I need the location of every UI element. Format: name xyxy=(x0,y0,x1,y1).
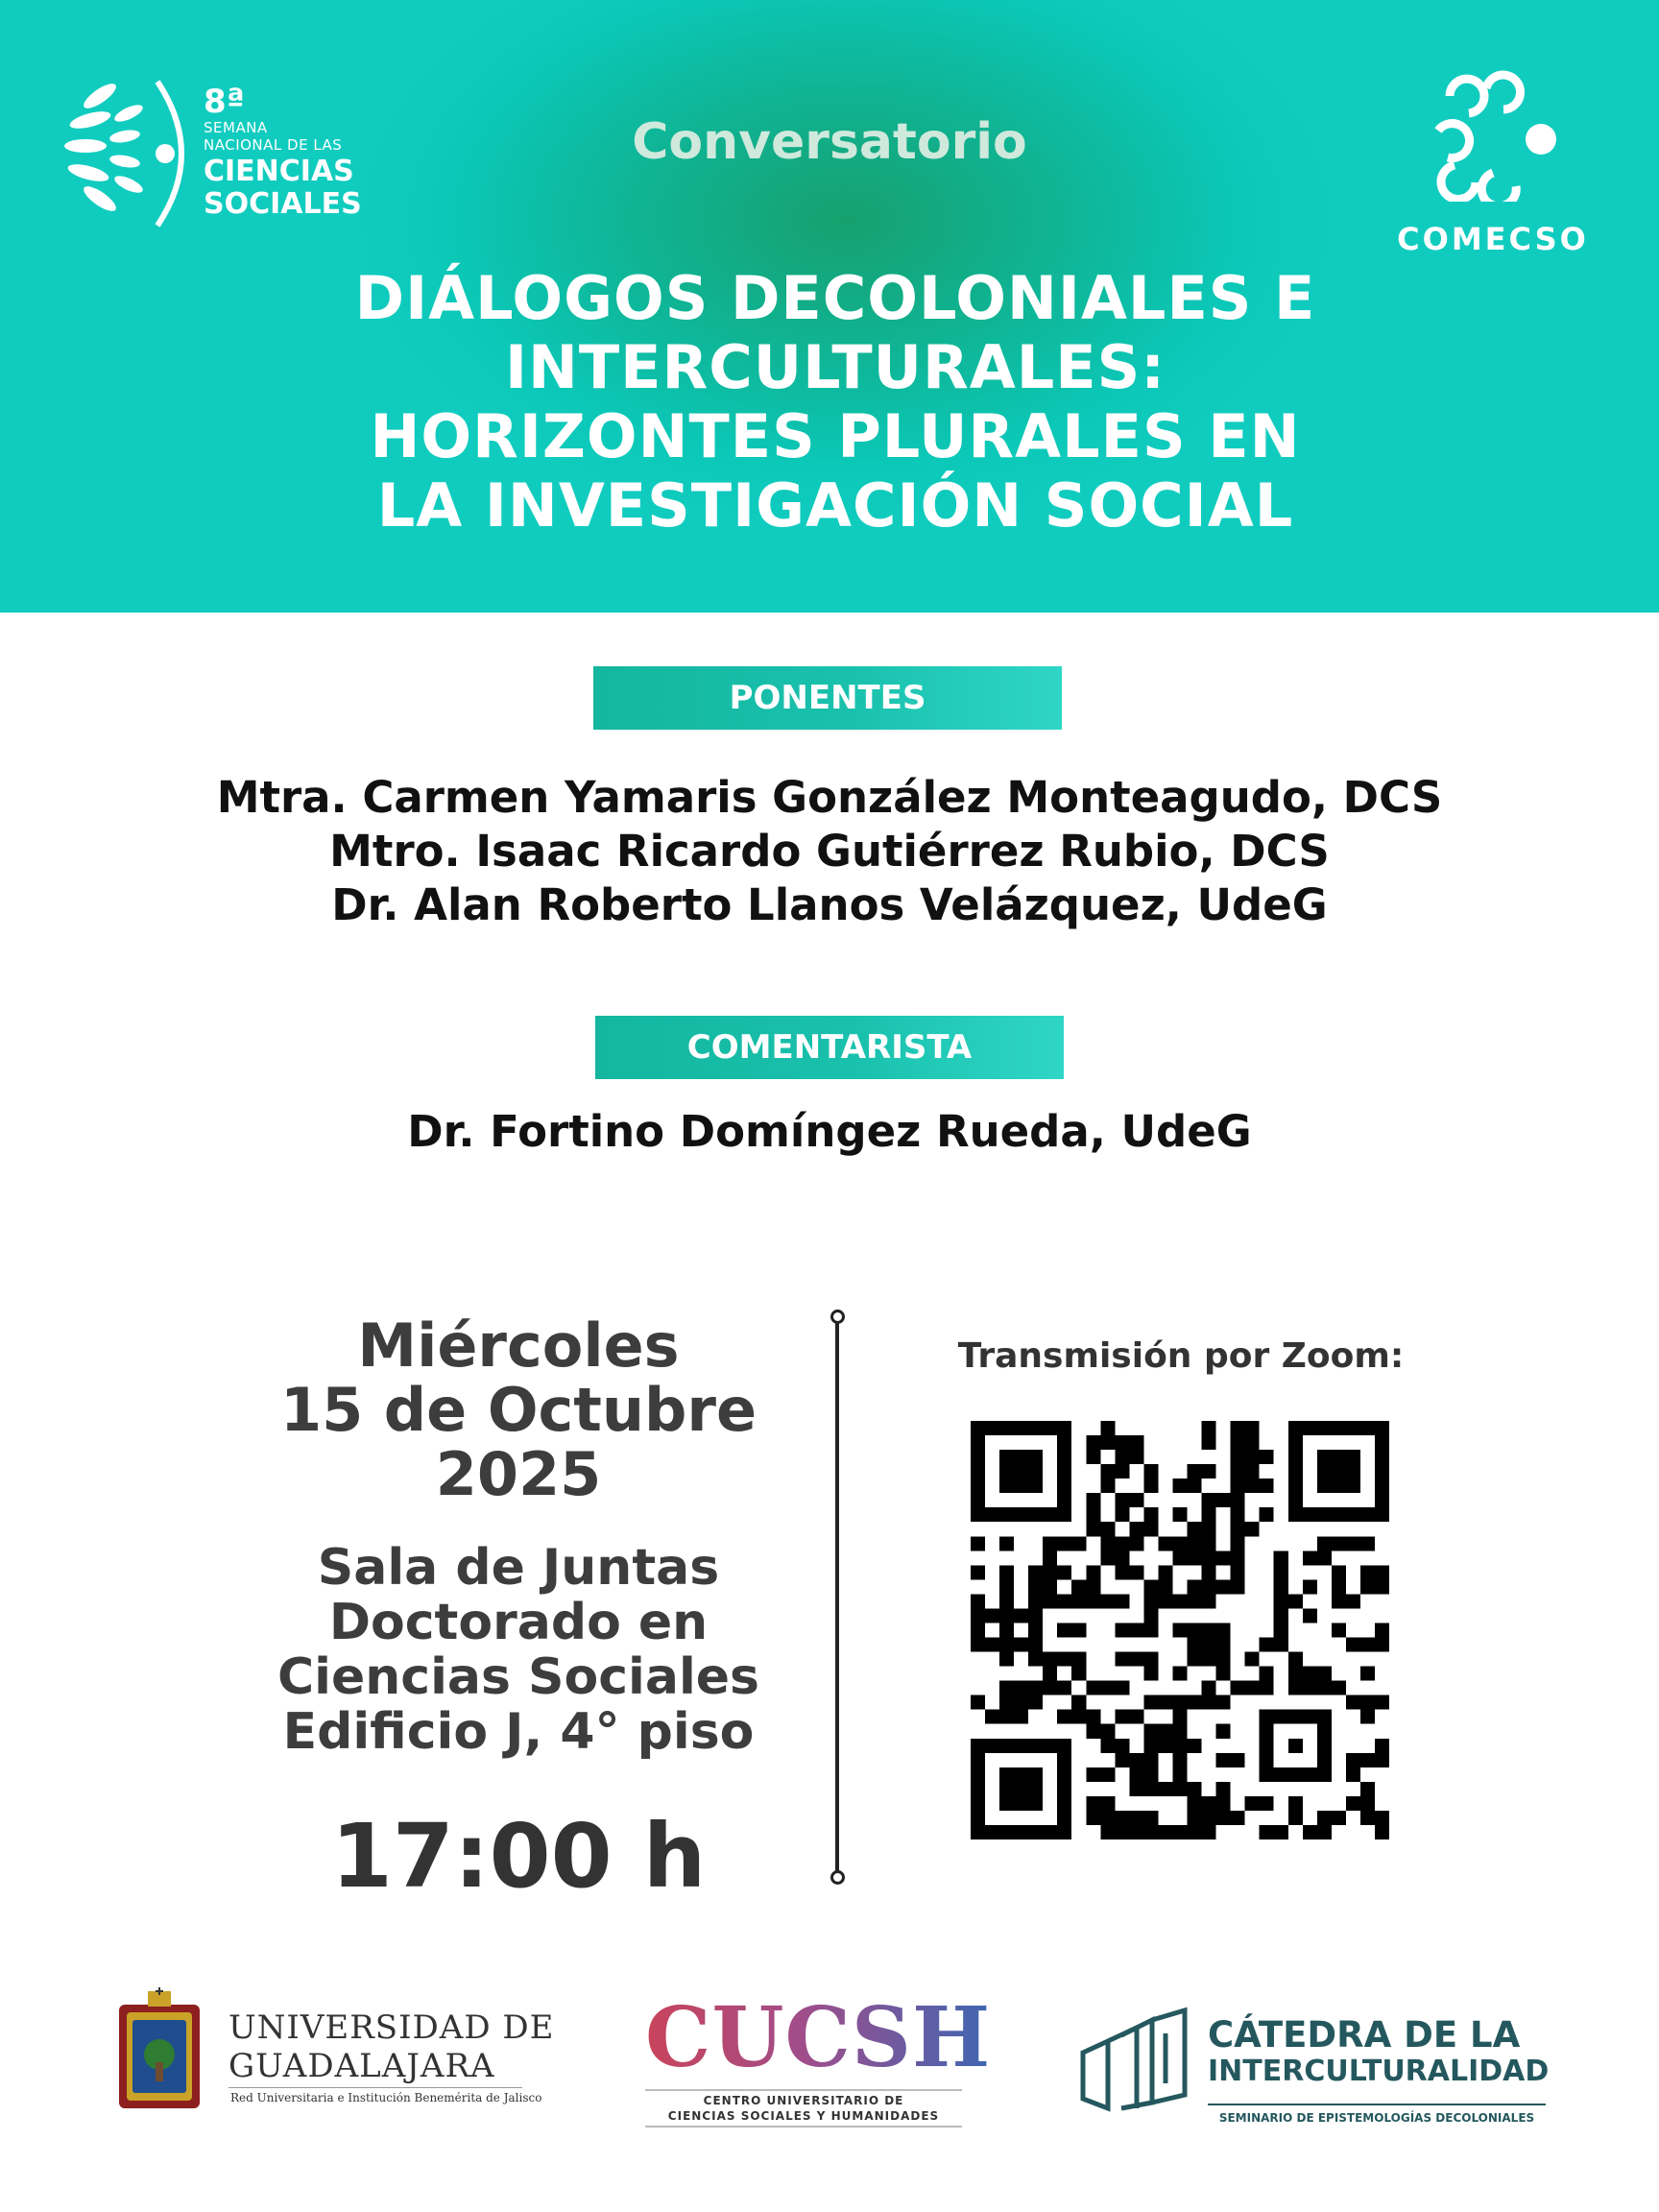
venue-line: Sala de Juntas xyxy=(317,1539,720,1597)
event-title xyxy=(154,264,1517,541)
semana-small-text: SEMANA NACIONAL DE LAS xyxy=(204,119,343,154)
title-line: INTERCULTURALES: xyxy=(504,332,1166,402)
udg-divider xyxy=(228,2087,522,2088)
divider-line xyxy=(835,1317,839,1876)
divider-top-dot xyxy=(830,1310,845,1324)
ponente-name: Dr. Alan Roberto Llanos Velázquez, UdeG xyxy=(331,879,1328,930)
event-day: Miércoles xyxy=(357,1310,680,1381)
ponente-name: Mtra. Carmen Yamaris González Monteagudo, DCS xyxy=(216,772,1443,823)
venue-line: Edificio J, 4° piso xyxy=(282,1703,755,1761)
event-year: 2025 xyxy=(435,1439,602,1509)
comentarista-name: Dr. Fortino Domíngez Rueda, UdeG xyxy=(407,1106,1252,1157)
semana-number: 8ª xyxy=(204,83,245,121)
udg-subtitle: Red Universitaria e Institución Benemérita de Jalisco xyxy=(230,2091,542,2104)
catedra-building-icon xyxy=(1079,2007,1200,2112)
divider-bottom-dot xyxy=(830,1870,845,1885)
zoom-qr-code[interactable] xyxy=(971,1421,1389,1839)
event-date xyxy=(192,1310,845,1509)
comecso-name: COMECSO xyxy=(1397,221,1589,257)
cucsh-subtitle: CENTRO UNIVERSITARIO DE CIENCIAS SOCIALES Y HUMANIDADES xyxy=(645,2089,962,2128)
udg-name: UNIVERSIDAD DE GUADALAJARA xyxy=(228,2008,555,2085)
zoom-label: Transmisión por Zoom: xyxy=(957,1336,1405,1376)
udg-shield-icon xyxy=(113,1987,205,2112)
title-line: DIÁLOGOS DECOLONIALES E xyxy=(354,263,1316,333)
event-time: 17:00 h xyxy=(330,1805,707,1908)
comentarista-label: COMENTARISTA xyxy=(595,1016,1064,1079)
ponentes-label: PONENTES xyxy=(593,666,1062,730)
title-line: HORIZONTES PLURALES EN xyxy=(370,401,1301,471)
venue-line: Doctorado en xyxy=(328,1594,709,1651)
cucsh-logo: CUCSH xyxy=(645,1989,992,2086)
title-line: LA INVESTIGACIÓN SOCIAL xyxy=(376,470,1294,541)
semana-big-text: CIENCIAS SOCIALES xyxy=(204,155,362,221)
catedra-subtitle: INTERCULTURALIDAD xyxy=(1208,2055,1550,2088)
event-venue xyxy=(192,1541,845,1760)
catedra-seminar: SEMINARIO DE EPISTEMOLOGÍAS DECOLONIALES xyxy=(1208,2104,1546,2125)
ponente-name: Mtro. Isaac Ricardo Gutiérrez Rubio, DCS xyxy=(329,826,1330,877)
event-type-label: Conversatorio xyxy=(632,113,1027,171)
ponentes-list xyxy=(96,771,1563,932)
venue-line: Ciencias Sociales xyxy=(276,1648,760,1706)
event-date-text: 15 de Octubre xyxy=(279,1375,757,1445)
catedra-title: CÁTEDRA DE LA xyxy=(1208,2014,1521,2056)
